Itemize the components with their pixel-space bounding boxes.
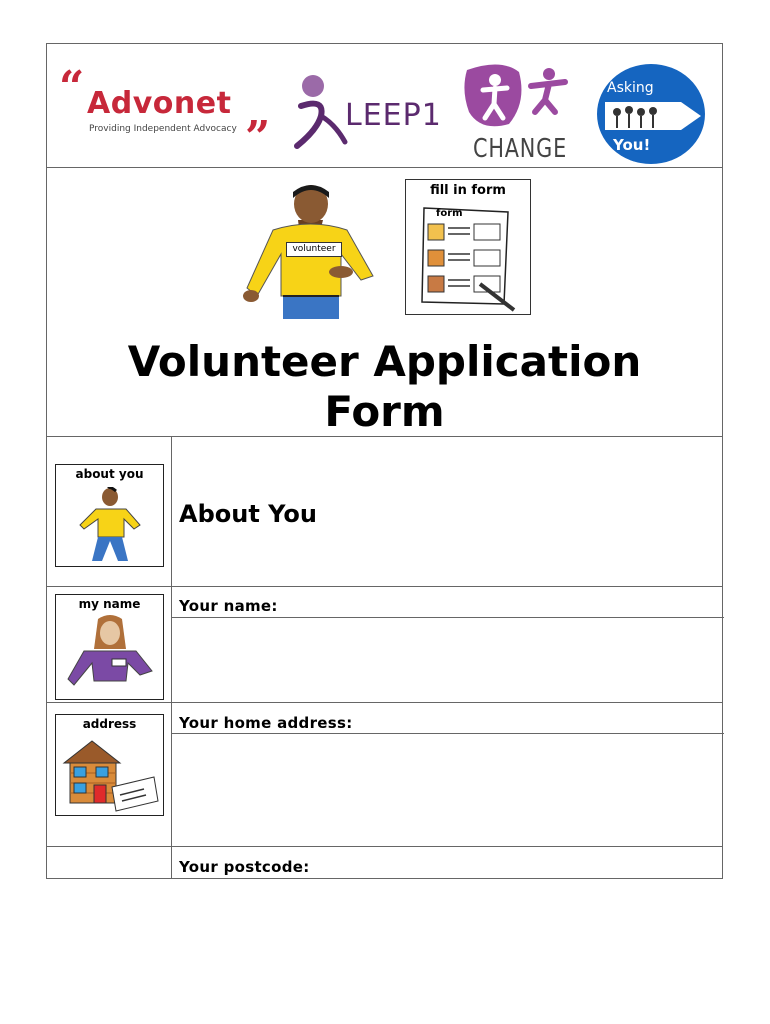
my-name-pictogram: [55, 594, 164, 700]
form-sheet-label: form: [436, 208, 463, 219]
fill-in-form-label: fill in form: [430, 183, 506, 198]
divider: [47, 846, 722, 847]
leep1-figure-icon: [291, 72, 351, 152]
advonet-tagline: Providing Independent Advocacy: [89, 124, 237, 134]
change-people-icon: [461, 62, 571, 134]
title-line-2: Form: [324, 387, 445, 436]
house-letter-icon: [60, 735, 160, 815]
postcode-field[interactable]: [172, 876, 723, 878]
page-title: [47, 337, 722, 437]
title-line-1: Volunteer Application: [127, 337, 642, 386]
about-you-heading: About You: [179, 500, 317, 528]
about-you-pictogram: [55, 464, 164, 567]
about-you-person-icon: [78, 487, 142, 563]
divider: [47, 167, 722, 168]
application-form: [46, 43, 723, 879]
volunteer-name-tag: volunteer: [286, 242, 342, 257]
my-name-person-icon: [66, 615, 156, 699]
form-sheet-icon: [420, 204, 516, 312]
asking-text-bottom: You!: [613, 136, 651, 154]
advonet-open-quote: “: [59, 62, 85, 113]
fill-in-form-pictogram: [405, 179, 531, 315]
name-label: Your name:: [179, 597, 278, 615]
postcode-label: Your postcode:: [179, 858, 310, 876]
advonet-name: Advonet: [87, 86, 232, 121]
address-label: Your home address:: [179, 714, 353, 732]
divider: [47, 586, 722, 587]
advonet-close-quote: ”: [245, 112, 271, 163]
address-pictogram: [55, 714, 164, 816]
about-you-picto-label: about you: [75, 467, 144, 481]
address-field[interactable]: [172, 734, 723, 846]
asking-arrow-icon: [603, 96, 703, 136]
my-name-picto-label: my name: [78, 597, 141, 611]
name-field[interactable]: [172, 618, 723, 702]
address-picto-label: address: [82, 717, 137, 731]
divider: [47, 702, 722, 703]
leep1-name: LEEP1: [345, 98, 442, 133]
asking-text-top: Asking: [607, 80, 654, 96]
change-name: CHANGE: [473, 134, 568, 164]
divider: [47, 436, 722, 437]
